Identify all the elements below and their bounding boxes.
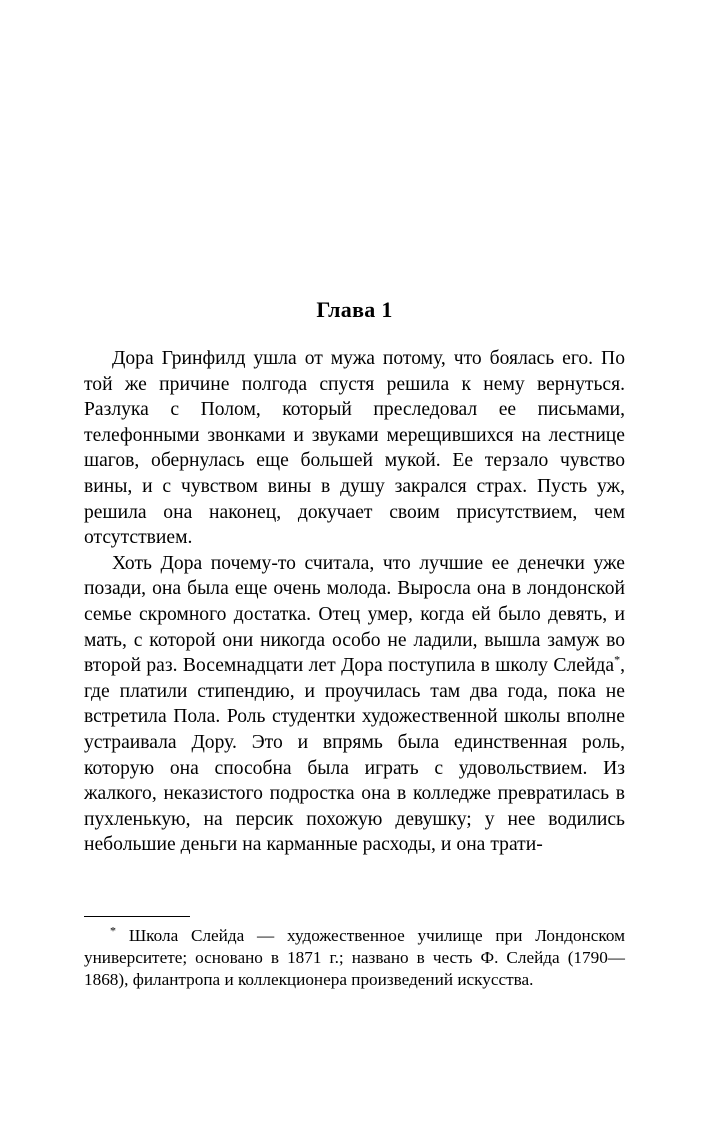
chapter-heading: Глава 1 <box>316 297 393 322</box>
body-paragraph-2 <box>84 551 625 858</box>
footnote-area <box>84 916 625 992</box>
footnote-entry <box>84 925 625 992</box>
body-paragraph-1: Дора Гринфилд ушла от мужа потому, что боялась его. По той же причине полгода спустя решила к нему вернуться. Разлука с Полом, который преследовал ее письмами, телефонными звонками и звуками мерещившихся на лестнице шагов, обернулась еще большей мукой. Ее терзало чувство вины, и с чувством вины в душу закрался страх. Пусть уж, решила она наконец, докучает своим присутствием, чем отсутствием. <box>84 348 625 549</box>
body-paragraph-2-text-after-footnote: , где платили стипендию, и проучилась там два года, пока не встретила Пола. Роль студентки художественной школы вполне устраивала Дору. Это и впрямь была единственная роль, которую она способна была играть с удовольствием. Из жалкого, неказистого подростка она в колледже превратилась в пухленькую, на персик похожую девушку; у нее водились небольшие деньги на карманные расходы, и она трати- <box>84 655 625 856</box>
body-paragraph-2-text-before-footnote: Хоть Дора почему-то считала, что лучшие ее денечки уже позади, она была еще очень молода. Выросла она в лондонской семье скромного достатка. Отец умер, когда ей было девять, и мать, с которой они никогда особо не ладили, вышла замуж во второй раз. Восемнадцати лет Дора поступила в школу Слейда <box>84 552 625 677</box>
footnote-reference-marker[interactable]: * <box>614 652 621 667</box>
footnote-marker: * <box>110 923 116 938</box>
footnote-separator-rule <box>84 916 190 917</box>
page-text-column <box>84 296 625 858</box>
footnote-body-text: Школа Слейда — художественное училище при Лондонском университете; основано в 1871 г.; названо в честь Ф. Слейда (1790—1868), филантропа и коллекционера произведений искусства. <box>84 926 625 990</box>
